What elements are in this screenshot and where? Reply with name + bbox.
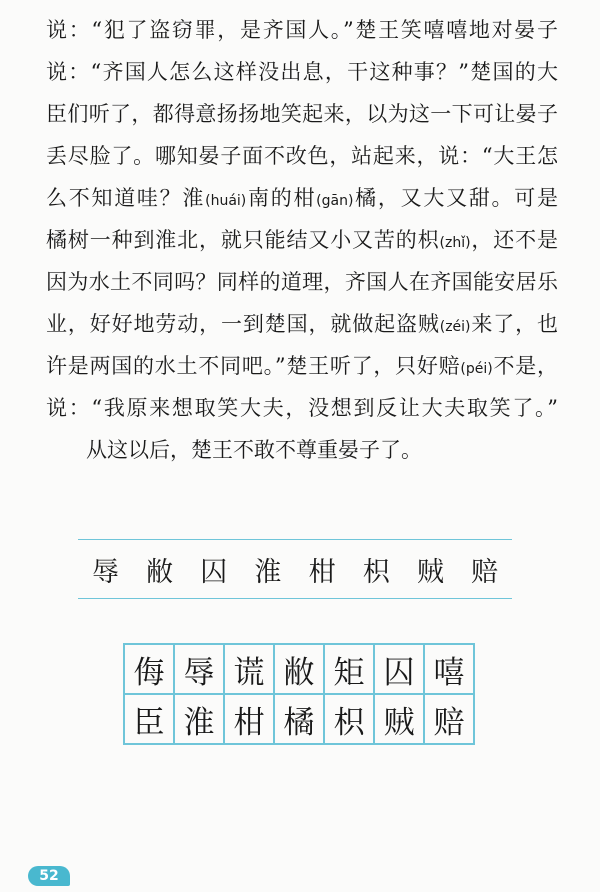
pinyin-annotation: (zhǐ) — [439, 235, 471, 251]
story-line — [46, 15, 558, 45]
story-text-segment: 南的柑 — [246, 186, 317, 210]
pinyin-annotation: (huái) — [205, 193, 247, 209]
grid-character: 柑 — [225, 695, 275, 745]
grid-character: 谎 — [225, 645, 275, 695]
story-line — [46, 267, 558, 297]
writing-grid — [123, 643, 475, 745]
story-text-segment: 来了，也 — [470, 312, 558, 336]
grid-character: 嘻 — [425, 645, 475, 695]
story-line — [86, 435, 422, 465]
story-text-segment: 说：“犯了盗窃罪，是齐国人。”楚王笑嘻嘻地对晏子 — [46, 18, 558, 42]
grid-character: 赔 — [425, 695, 475, 745]
story-line — [46, 309, 558, 342]
grid-character: 囚 — [375, 645, 425, 695]
grid-character: 贼 — [375, 695, 425, 745]
story-text-segment: 说：“齐国人怎么这样没出息，干这种事？”楚国的大 — [46, 60, 558, 84]
new-character: 赔 — [470, 556, 498, 588]
new-characters-row — [78, 539, 512, 599]
grid-character: 敝 — [275, 645, 325, 695]
new-character: 贼 — [416, 556, 444, 588]
story-line — [46, 57, 558, 87]
story-line — [46, 225, 558, 258]
story-line — [46, 351, 558, 384]
page-number: 52 — [28, 866, 70, 886]
story-line — [46, 99, 558, 129]
pinyin-annotation: (zéi) — [439, 319, 471, 335]
grid-character: 橘 — [275, 695, 325, 745]
story-text-segment: 许是两国的水土不同吧。”楚王听了，只好赔 — [46, 354, 461, 378]
pinyin-annotation: (péi) — [460, 361, 493, 377]
story-text-segment: 橘树一种到淮北，就只能结又小又苦的枳 — [46, 228, 440, 252]
grid-character: 矩 — [325, 645, 375, 695]
new-character: 枳 — [362, 556, 390, 588]
new-character: 敝 — [146, 556, 174, 588]
story-text-segment: 丢尽脸了。哪知晏子面不改色，站起来，说：“大王怎 — [46, 144, 558, 168]
new-character: 囚 — [200, 556, 228, 588]
grid-character: 淮 — [175, 695, 225, 745]
story-line — [46, 183, 558, 216]
pinyin-annotation: (gān) — [316, 193, 354, 209]
grid-character: 臣 — [125, 695, 175, 745]
new-character: 辱 — [92, 556, 119, 588]
story-text-segment: 么不知道哇？淮 — [46, 186, 206, 210]
grid-character: 枳 — [325, 695, 375, 745]
new-character: 柑 — [308, 556, 336, 588]
story-text-segment: ，还不是 — [470, 228, 558, 252]
story-text-segment: 从这以后，楚王不敢不尊重晏子了。 — [86, 438, 422, 462]
grid-character: 侮 — [125, 645, 175, 695]
story-line — [46, 393, 558, 423]
story-text-segment: 臣们听了，都得意扬扬地笑起来，以为这一下可让晏子 — [46, 102, 558, 126]
story-line — [46, 141, 558, 171]
story-text-segment: 因为水土不同吗？同样的道理，齐国人在齐国能安居乐 — [46, 270, 558, 294]
story-text-segment: 业，好好地劳动，一到楚国，就做起盗贼 — [46, 312, 440, 336]
new-character: 淮 — [254, 556, 282, 588]
grid-character: 辱 — [175, 645, 225, 695]
story-text-segment: 不是， — [492, 354, 558, 378]
story-text-segment: 橘，又大又甜。可是 — [353, 186, 558, 210]
story-text-segment: 说：“我原来想取笑大夫，没想到反让大夫取笑了。” — [46, 396, 558, 420]
